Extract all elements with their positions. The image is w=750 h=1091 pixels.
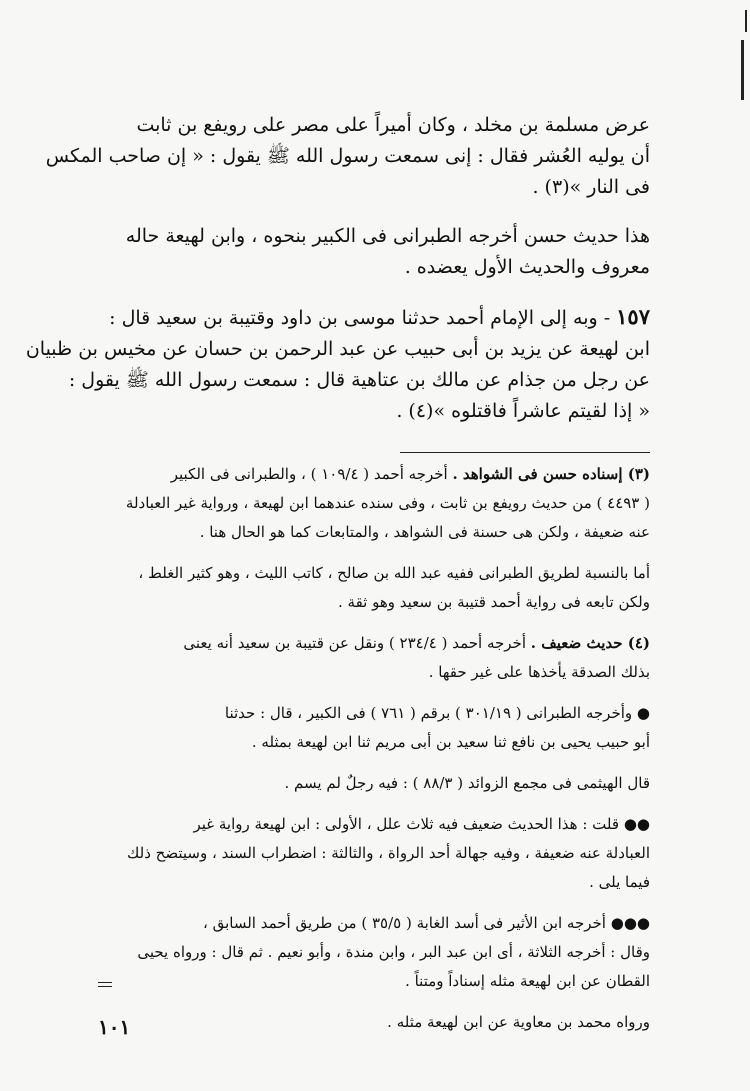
- footnote-3: [92, 460, 650, 547]
- text-line: العبادلة عنه ضعيفة ، وفيه جهالة أحد الرواة ، والثالثة : اضطراب السند ، وسيتضح ذلك: [126, 844, 650, 862]
- text-line: فى النار »(٣) .: [532, 176, 650, 198]
- text-line: ●●● أخرجه ابن الأثير فى أسد الغابة ( ٣٥/٥ ) من طريق أحمد السابق ،: [202, 914, 650, 932]
- text-line-rest: أخرجه أحمد ( ١٠٩/٤ ) ، والطبرانى فى الكبير: [170, 465, 453, 483]
- text-line-rest: أخرجه أحمد ( ٢٣٤/٤ ) ونقل عن قتيبة بن سعيد أنه يعنى: [183, 634, 531, 652]
- text-line: [92, 629, 650, 658]
- paragraph-hadith-156-end: [45, 110, 650, 203]
- text-line: ●● قلت : هذا الحديث ضعيف فيه ثلاث علل ، الأولى : ابن لهيعة رواية غير: [193, 815, 650, 833]
- text-line: ابن لهيعة عن يزيد بن أبى حبيب عن عبد الرحمن بن حسان عن مخيس بن ظبيان: [25, 338, 650, 360]
- footnote-4-haythami: [92, 769, 650, 798]
- hadith-number: ١٥٧: [616, 304, 650, 329]
- footnote-heading: (٤) حديث ضعيف .: [530, 634, 650, 652]
- paragraph-grading: [90, 221, 650, 283]
- scan-edge-mark: [745, 10, 747, 32]
- text-line: القطان عن ابن لهيعة مثله إسناداً ومتناً .: [405, 972, 650, 990]
- text-line: [92, 460, 650, 489]
- text-line: معروف والحديث الأول يعضده .: [404, 256, 650, 278]
- footnote-divider: [400, 452, 650, 453]
- text-line-rest: - وبه إلى الإمام أحمد حدثنا موسى بن داود وقتيبة بن سعيد قال :: [109, 307, 617, 329]
- footnote-4-tabarani: [92, 699, 650, 757]
- footnote-4: [92, 629, 650, 687]
- paragraph-hadith-157: [25, 301, 650, 427]
- main-text: [25, 110, 650, 427]
- footnotes: [92, 460, 650, 1049]
- text-line: فيما يلى .: [589, 873, 650, 891]
- text-line: عن رجل من جذام عن مالك بن عتاهية قال : سمعت رسول الله ﷺ يقول :: [68, 369, 650, 391]
- footnote-4-comment: [92, 810, 650, 897]
- continuation-mark: [98, 982, 112, 983]
- footnote-4-ibn-athir: [92, 909, 650, 996]
- text-line: وقال : أخرجه الثلاثة ، أى ابن عبد البر ، وابن مندة ، وأبو نعيم . ثم قال : ورواه يحيى: [137, 943, 650, 961]
- text-line: أن يوليه العُشر فقال : إنى سمعت رسول الله ﷺ يقول : « إن صاحب المكس: [45, 145, 650, 167]
- footnote-3-continued: [92, 559, 650, 617]
- text-line: قال الهيثمى فى مجمع الزوائد ( ٨٨/٣ ) : فيه رجلٌ لم يسم .: [284, 774, 650, 792]
- text-line: « إذا لقيتم عاشراً فاقتلوه »(٤) .: [396, 400, 650, 422]
- text-line: ورواه محمد بن معاوية عن ابن لهيعة مثله .: [387, 1013, 650, 1031]
- text-line: ولكن تابعه فى رواية أحمد قتيبة بن سعيد وهو ثقة .: [338, 593, 650, 611]
- text-line: بذلك الصدقة يأخذها على غير حقها .: [428, 663, 650, 681]
- text-line: عرض مسلمة بن مخلد ، وكان أميراً على مصر على رويفع بن ثابت: [136, 114, 650, 136]
- text-line: ● وأخرجه الطبرانى ( ٣٠١/١٩ ) برقم ( ٧٦١ ) فى الكبير ، قال : حدثنا: [224, 704, 650, 722]
- page-number: ١٠١: [98, 1015, 131, 1039]
- text-line: أما بالنسبة لطريق الطبرانى ففيه عبد الله بن صالح ، كاتب الليث ، وهو كثير الغلط ،: [138, 564, 650, 582]
- scan-edge-mark: [741, 40, 744, 100]
- footnote-4-muawiya: [92, 1008, 650, 1037]
- text-line: عنه ضعيفة ، ولكن هى حسنة فى الشواهد ، والمتابعات كما هو الحال هنا .: [199, 523, 650, 541]
- continuation-mark: [98, 986, 112, 987]
- text-line: هذا حديث حسن أخرجه الطبرانى فى الكبير بنحوه ، وابن لهيعة حاله: [125, 225, 650, 247]
- text-line: [90, 301, 650, 334]
- footnote-heading: (٣) إسناده حسن فى الشواهد .: [452, 465, 650, 483]
- text-line: أبو حبيب يحيى بن نافع ثنا سعيد بن أبى مريم ثنا ابن لهيعة بمثله .: [251, 733, 650, 751]
- text-line: ( ٤٤٩٣ ) من حديث رويفع بن ثابت ، وفى سنده عندهما ابن لهيعة ، ورواية غير العبادلة: [125, 494, 650, 512]
